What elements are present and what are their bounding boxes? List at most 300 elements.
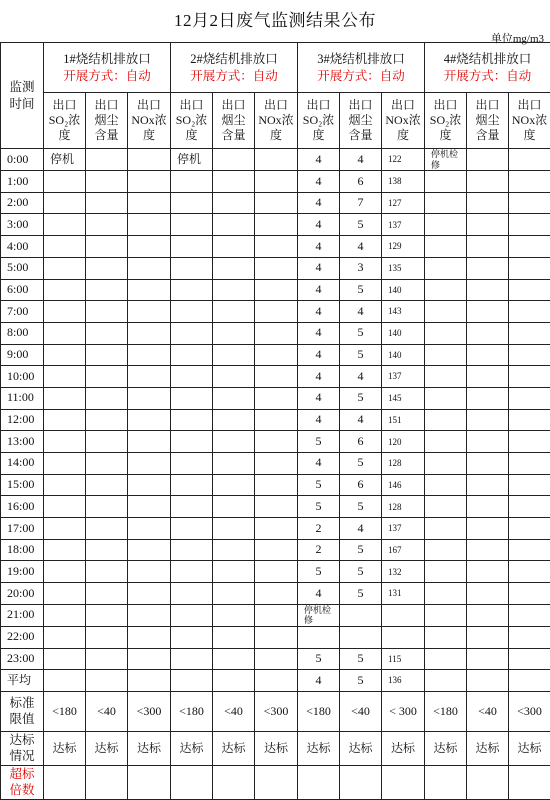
value-cell	[86, 236, 128, 258]
value-cell	[213, 344, 255, 366]
value-cell: 137	[382, 518, 425, 540]
exceed-value	[255, 766, 298, 800]
value-cell: 5	[340, 583, 382, 605]
value-cell	[86, 322, 128, 344]
so2-header-line: 度	[312, 128, 325, 142]
value-cell	[86, 561, 128, 583]
limits-value: <300	[128, 692, 171, 732]
dust-header-line: 出口	[475, 98, 500, 112]
value-cell	[86, 583, 128, 605]
value-cell: 5	[340, 648, 382, 670]
nox-column-header	[509, 93, 550, 149]
value-cell	[213, 322, 255, 344]
value-cell	[128, 518, 171, 540]
value-cell	[86, 431, 128, 453]
value-cell	[128, 387, 171, 409]
value-cell: 5	[340, 344, 382, 366]
table-row	[1, 409, 550, 431]
value-cell	[425, 344, 467, 366]
value-cell	[213, 171, 255, 193]
value-cell: 4	[298, 366, 340, 388]
value-cell	[425, 518, 467, 540]
limits-label-line: 限值	[9, 711, 35, 726]
value-cell: 120	[382, 431, 425, 453]
dust-header-line: 出口	[221, 98, 246, 112]
value-cell	[255, 214, 298, 236]
value-cell: 127	[382, 192, 425, 214]
value-cell	[86, 409, 128, 431]
value-cell: 4	[298, 279, 340, 301]
outlet-mode: 开展方式：自动	[190, 68, 278, 83]
value-cell: 4	[298, 192, 340, 214]
dust-column-header	[467, 93, 509, 149]
value-cell	[467, 583, 509, 605]
so2-header-line: SO₂浓	[302, 113, 335, 127]
value-cell	[425, 453, 467, 475]
value-cell	[44, 670, 86, 692]
exceed-value	[382, 766, 425, 800]
dust-header-line: 出口	[94, 98, 119, 112]
table-row	[1, 561, 550, 583]
value-cell: 167	[382, 539, 425, 561]
nox-column-header	[128, 93, 171, 149]
value-cell	[213, 561, 255, 583]
nox-header-line: 出口	[137, 98, 162, 112]
value-cell	[425, 387, 467, 409]
value-cell	[44, 474, 86, 496]
value-cell	[467, 387, 509, 409]
value-cell: 137	[382, 366, 425, 388]
value-cell: 5	[340, 539, 382, 561]
value-cell	[171, 474, 213, 496]
value-cell	[171, 583, 213, 605]
value-cell	[171, 171, 213, 193]
data-rows	[1, 149, 550, 692]
value-cell	[382, 604, 425, 626]
compliance-value: 达标	[298, 732, 340, 766]
value-cell	[213, 626, 255, 648]
value-cell: 4	[298, 453, 340, 475]
value-cell	[44, 409, 86, 431]
time-cell: 22:00	[1, 626, 44, 648]
exceed-value	[86, 766, 128, 800]
exceed-value	[340, 766, 382, 800]
value-cell: 137	[382, 214, 425, 236]
value-cell: 5	[340, 279, 382, 301]
limits-label-line: 标准	[9, 695, 35, 710]
value-cell: 4	[298, 257, 340, 279]
time-cell: 17:00	[1, 518, 44, 540]
value-cell	[44, 192, 86, 214]
value-cell	[509, 539, 550, 561]
value-cell	[44, 626, 86, 648]
so2-column-header	[44, 93, 86, 149]
value-cell: 4	[340, 366, 382, 388]
nox-column-header	[382, 93, 425, 149]
so2-header-line: SO₂浓	[429, 113, 462, 127]
compliance-value: 达标	[509, 732, 550, 766]
nox-header-line: 出口	[264, 98, 289, 112]
value-cell	[86, 539, 128, 561]
value-cell	[425, 670, 467, 692]
outlet-header-row	[1, 43, 550, 93]
value-cell	[425, 604, 467, 626]
value-cell	[86, 344, 128, 366]
table-row	[1, 279, 550, 301]
value-cell: 145	[382, 387, 425, 409]
value-cell	[128, 604, 171, 626]
value-cell: 2	[298, 539, 340, 561]
value-cell: 4	[298, 583, 340, 605]
time-cell: 2:00	[1, 192, 44, 214]
value-cell	[171, 322, 213, 344]
table-row	[1, 626, 550, 648]
so2-header-line: 度	[439, 128, 452, 142]
value-cell: 4	[298, 344, 340, 366]
table-row	[1, 171, 550, 193]
value-cell	[44, 583, 86, 605]
dust-column-header	[213, 93, 255, 149]
value-cell	[467, 301, 509, 323]
nox-header-line: 度	[397, 128, 410, 142]
value-cell	[44, 387, 86, 409]
value-cell	[509, 366, 550, 388]
value-cell	[213, 583, 255, 605]
time-cell: 18:00	[1, 539, 44, 561]
value-cell	[128, 366, 171, 388]
value-cell	[467, 322, 509, 344]
value-cell	[255, 322, 298, 344]
value-cell	[171, 409, 213, 431]
so2-header-line: 度	[58, 128, 71, 142]
exceed-label-line: 超标	[9, 766, 35, 781]
value-cell	[86, 387, 128, 409]
nox-header-line: 度	[523, 128, 536, 142]
dust-header-line: 含量	[348, 128, 373, 142]
time-cell: 1:00	[1, 171, 44, 193]
value-cell: 138	[382, 171, 425, 193]
value-cell	[213, 518, 255, 540]
value-cell	[128, 561, 171, 583]
value-cell	[467, 670, 509, 692]
time-cell: 3:00	[1, 214, 44, 236]
limits-row	[1, 692, 550, 732]
value-cell	[255, 387, 298, 409]
value-cell	[44, 366, 86, 388]
nox-header-line: 度	[270, 128, 283, 142]
value-cell	[425, 626, 467, 648]
compliance-value: 达标	[44, 732, 86, 766]
value-cell	[255, 561, 298, 583]
page-title: 12月2日废气监测结果公布	[174, 11, 376, 30]
time-cell: 8:00	[1, 322, 44, 344]
compliance-value: 达标	[255, 732, 298, 766]
table-row	[1, 474, 550, 496]
compliance-label	[1, 732, 44, 766]
value-cell	[86, 453, 128, 475]
value-cell	[509, 387, 550, 409]
compliance-value: 达标	[425, 732, 467, 766]
value-cell	[255, 192, 298, 214]
value-cell	[467, 626, 509, 648]
time-cell: 13:00	[1, 431, 44, 453]
value-cell	[509, 322, 550, 344]
value-cell	[213, 257, 255, 279]
value-cell	[425, 409, 467, 431]
value-cell	[255, 474, 298, 496]
value-cell	[128, 626, 171, 648]
so2-header-line: 出口	[179, 98, 204, 112]
value-cell: 6	[340, 431, 382, 453]
value-cell: 5	[340, 214, 382, 236]
nox-header-line: NOx浓	[385, 113, 421, 127]
limits-value: <40	[86, 692, 128, 732]
value-cell	[509, 604, 550, 626]
value-cell	[255, 583, 298, 605]
value-cell	[509, 670, 550, 692]
value-cell: 7	[340, 192, 382, 214]
value-cell	[213, 539, 255, 561]
value-cell	[467, 344, 509, 366]
table-row	[1, 670, 550, 692]
value-cell	[86, 366, 128, 388]
value-cell	[213, 192, 255, 214]
value-cell	[86, 192, 128, 214]
value-cell	[44, 431, 86, 453]
table-row	[1, 366, 550, 388]
value-cell: 5	[340, 670, 382, 692]
value-cell	[86, 214, 128, 236]
value-cell: 5	[340, 322, 382, 344]
nox-header-line: 出口	[517, 98, 542, 112]
dust-column-header	[340, 93, 382, 149]
value-cell	[425, 301, 467, 323]
value-cell	[128, 301, 171, 323]
limits-value: <180	[171, 692, 213, 732]
value-cell: 停机	[44, 149, 86, 171]
value-cell: 131	[382, 583, 425, 605]
value-cell	[509, 344, 550, 366]
value-cell	[213, 431, 255, 453]
value-cell	[467, 518, 509, 540]
value-cell	[255, 648, 298, 670]
value-cell: 132	[382, 561, 425, 583]
value-cell	[44, 322, 86, 344]
exceed-value	[509, 766, 550, 800]
value-cell	[44, 561, 86, 583]
so2-header-line: 出口	[306, 98, 331, 112]
so2-column-header	[425, 93, 467, 149]
value-cell	[213, 409, 255, 431]
exceed-value	[298, 766, 340, 800]
limits-value: <180	[298, 692, 340, 732]
value-cell	[213, 214, 255, 236]
value-cell	[171, 366, 213, 388]
value-cell	[509, 453, 550, 475]
value-cell: 4	[340, 518, 382, 540]
dust-header-line: 含量	[475, 128, 500, 142]
value-cell	[509, 474, 550, 496]
value-cell	[44, 453, 86, 475]
value-cell	[128, 670, 171, 692]
outlet-1-header	[44, 43, 171, 93]
value-cell	[128, 192, 171, 214]
dust-header-line: 烟尘	[94, 113, 119, 127]
value-cell	[509, 518, 550, 540]
value-cell	[213, 279, 255, 301]
time-cell: 16:00	[1, 496, 44, 518]
value-cell	[425, 561, 467, 583]
value-cell	[255, 301, 298, 323]
table-row	[1, 322, 550, 344]
compliance-label-line: 情况	[9, 748, 35, 763]
value-cell: 5	[298, 561, 340, 583]
value-cell	[213, 474, 255, 496]
unit-label: 单位mg/m3	[490, 33, 544, 45]
value-cell: 146	[382, 474, 425, 496]
value-cell: 4	[298, 149, 340, 171]
outlet-mode: 开展方式：自动	[63, 68, 151, 83]
outlet-4-header	[425, 43, 550, 93]
value-cell	[467, 431, 509, 453]
value-cell	[44, 257, 86, 279]
value-cell: 140	[382, 344, 425, 366]
exceed-value	[213, 766, 255, 800]
value-cell	[86, 171, 128, 193]
value-cell	[171, 648, 213, 670]
table-row	[1, 583, 550, 605]
so2-column-header	[171, 93, 213, 149]
value-cell	[255, 518, 298, 540]
value-cell	[171, 257, 213, 279]
table-row	[1, 387, 550, 409]
time-header-line1: 监测	[9, 80, 35, 95]
value-cell	[509, 496, 550, 518]
dust-header-line: 烟尘	[221, 113, 246, 127]
value-cell	[255, 409, 298, 431]
value-cell	[171, 192, 213, 214]
time-cell: 平均	[1, 670, 44, 692]
time-cell: 23:00	[1, 648, 44, 670]
value-cell: 6	[340, 171, 382, 193]
time-header-line2: 时间	[9, 96, 35, 111]
compliance-value: 达标	[128, 732, 171, 766]
value-cell	[509, 301, 550, 323]
nox-header-line: NOx浓	[511, 113, 548, 127]
value-cell	[382, 626, 425, 648]
limits-value: <180	[44, 692, 86, 732]
exceed-value	[467, 766, 509, 800]
value-cell	[255, 279, 298, 301]
value-cell	[467, 171, 509, 193]
value-cell	[509, 171, 550, 193]
time-cell: 20:00	[1, 583, 44, 605]
value-cell: 135	[382, 257, 425, 279]
compliance-value: 达标	[467, 732, 509, 766]
compliance-value: 达标	[213, 732, 255, 766]
value-cell	[128, 453, 171, 475]
limits-value: <40	[467, 692, 509, 732]
so2-header-line: SO₂浓	[175, 113, 208, 127]
value-cell	[425, 257, 467, 279]
table-row	[1, 539, 550, 561]
time-cell: 11:00	[1, 387, 44, 409]
table-row	[1, 257, 550, 279]
value-cell	[509, 257, 550, 279]
limits-value: <180	[425, 692, 467, 732]
value-cell	[128, 257, 171, 279]
value-cell	[425, 583, 467, 605]
value-cell	[128, 409, 171, 431]
time-cell: 14:00	[1, 453, 44, 475]
value-cell	[213, 604, 255, 626]
value-cell	[128, 496, 171, 518]
table-row	[1, 431, 550, 453]
value-cell: 4	[340, 236, 382, 258]
value-cell	[425, 236, 467, 258]
value-cell	[425, 214, 467, 236]
value-cell	[86, 279, 128, 301]
compliance-row	[1, 732, 550, 766]
so2-header-line: 度	[185, 128, 198, 142]
value-cell	[44, 539, 86, 561]
value-cell	[213, 670, 255, 692]
value-cell	[509, 149, 550, 171]
value-cell: 5	[298, 474, 340, 496]
value-cell	[425, 431, 467, 453]
time-cell: 5:00	[1, 257, 44, 279]
value-cell	[467, 453, 509, 475]
value-cell	[425, 279, 467, 301]
outlet-name: 1#烧结机排放口	[63, 51, 151, 66]
value-cell	[86, 648, 128, 670]
table-row	[1, 604, 550, 626]
exceed-label-line: 倍数	[9, 782, 35, 797]
dust-header-line: 出口	[348, 98, 373, 112]
dust-header-line: 烟尘	[348, 113, 373, 127]
compliance-value: 达标	[171, 732, 213, 766]
time-header	[1, 43, 44, 149]
value-cell	[255, 453, 298, 475]
limits-value: <40	[340, 692, 382, 732]
limits-value: <300	[255, 692, 298, 732]
value-cell	[171, 301, 213, 323]
value-cell	[128, 149, 171, 171]
exceed-value	[128, 766, 171, 800]
value-cell	[128, 648, 171, 670]
value-cell	[171, 431, 213, 453]
value-cell	[467, 648, 509, 670]
time-cell: 12:00	[1, 409, 44, 431]
time-cell: 9:00	[1, 344, 44, 366]
value-cell	[171, 387, 213, 409]
exceed-label	[1, 766, 44, 800]
table-row	[1, 192, 550, 214]
value-cell: 2	[298, 518, 340, 540]
value-cell: 4	[340, 409, 382, 431]
outlet-2-header	[171, 43, 298, 93]
value-cell	[467, 149, 509, 171]
compliance-value: 达标	[340, 732, 382, 766]
value-cell	[128, 214, 171, 236]
value-cell	[86, 257, 128, 279]
pollutant-header-row	[1, 93, 550, 149]
value-cell	[255, 431, 298, 453]
value-cell	[86, 670, 128, 692]
value-cell	[44, 604, 86, 626]
value-cell	[171, 453, 213, 475]
value-cell	[425, 539, 467, 561]
